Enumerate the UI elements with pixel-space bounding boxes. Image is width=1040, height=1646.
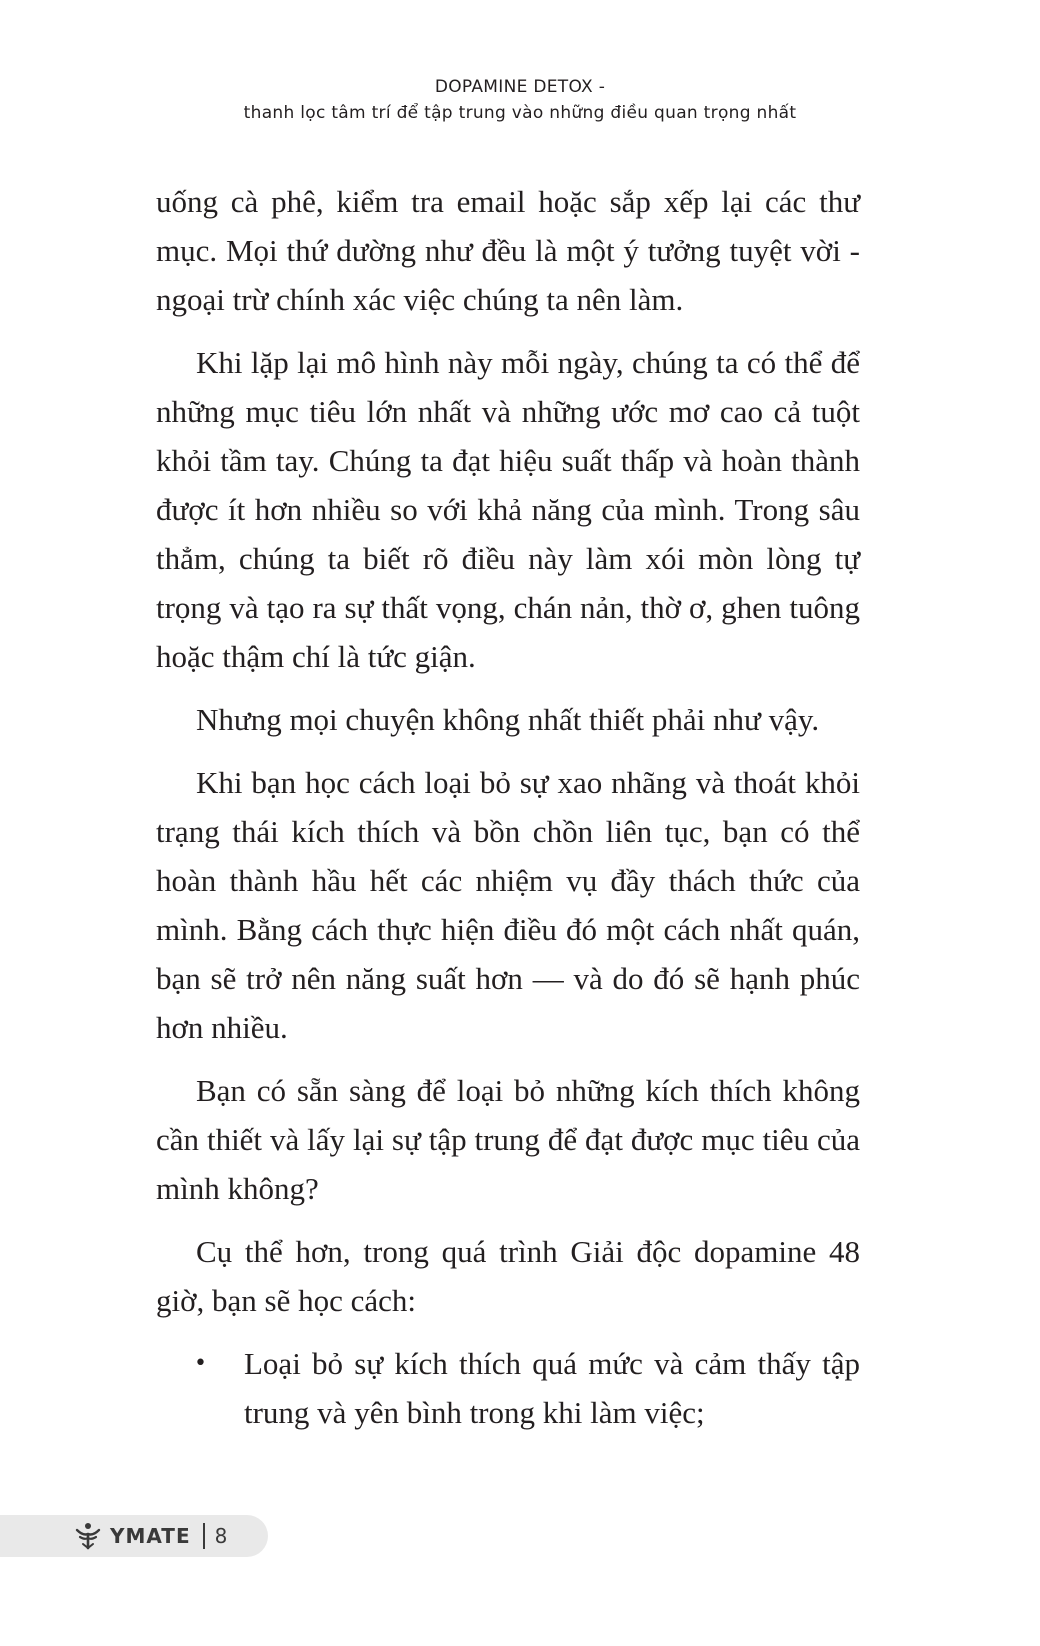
ymate-logo-icon	[74, 1522, 102, 1550]
page-body	[156, 177, 860, 1437]
paragraph: Cụ thể hơn, trong quá trình Giải độc dopamine 48 giờ, bạn sẽ học cách:	[156, 1234, 860, 1318]
paragraph: Khi bạn học cách loại bỏ sự xao nhãng và thoát khỏi trạng thái kích thích và bồn chồn liên tục, bạn có thể hoàn thành hầu hết các nhiệm vụ đầy thách thức của mình. Bằng cách thực hiện điều đó một cách nhất quán, bạn sẽ trở nên năng suất hơn — và do đó sẽ hạnh phúc hơn nhiều.	[156, 765, 860, 1045]
list-item	[156, 1339, 860, 1437]
page-footer	[0, 1515, 268, 1557]
footer-divider	[203, 1523, 205, 1549]
paragraph: Nhưng mọi chuyện không nhất thiết phải như vậy.	[196, 702, 820, 737]
paragraph: Khi lặp lại mô hình này mỗi ngày, chúng ta có thể để những mục tiêu lớn nhất và những ước mơ cao cả tuột khỏi tầm tay. Chúng ta đạt hiệu suất thấp và hoàn thành được ít hơn nhiều so với khả năng của mình. Trong sâu thẳm, chúng ta biết rõ điều này làm xói mòn lòng tự trọng và tạo ra sự thất vọng, chán nản, thờ ơ, ghen tuông hoặc thậm chí là tức giận.	[156, 345, 860, 674]
footer-brand: YMATE	[110, 1524, 191, 1548]
paragraph: Bạn có sẵn sàng để loại bỏ những kích thích không cần thiết và lấy lại sự tập trung để đạt được mục tiêu của mình không?	[156, 1073, 860, 1206]
list-item-text: Loại bỏ sự kích thích quá mức và cảm thấy tập trung và yên bình trong khi làm việc;	[244, 1346, 860, 1430]
running-header-subtitle: thanh lọc tâm trí để tập trung vào những điều quan trọng nhất	[243, 103, 797, 123]
running-header	[0, 74, 1040, 126]
page-number: 8	[214, 1524, 228, 1548]
paragraph: uống cà phê, kiểm tra email hoặc sắp xếp lại các thư mục. Mọi thứ dường như đều là một ý tưởng tuyệt vời - ngoại trừ chính xác việc chúng ta nên làm.	[156, 184, 860, 317]
running-header-title: DOPAMINE DETOX -	[434, 77, 606, 97]
bullet-icon: •	[194, 1351, 207, 1376]
